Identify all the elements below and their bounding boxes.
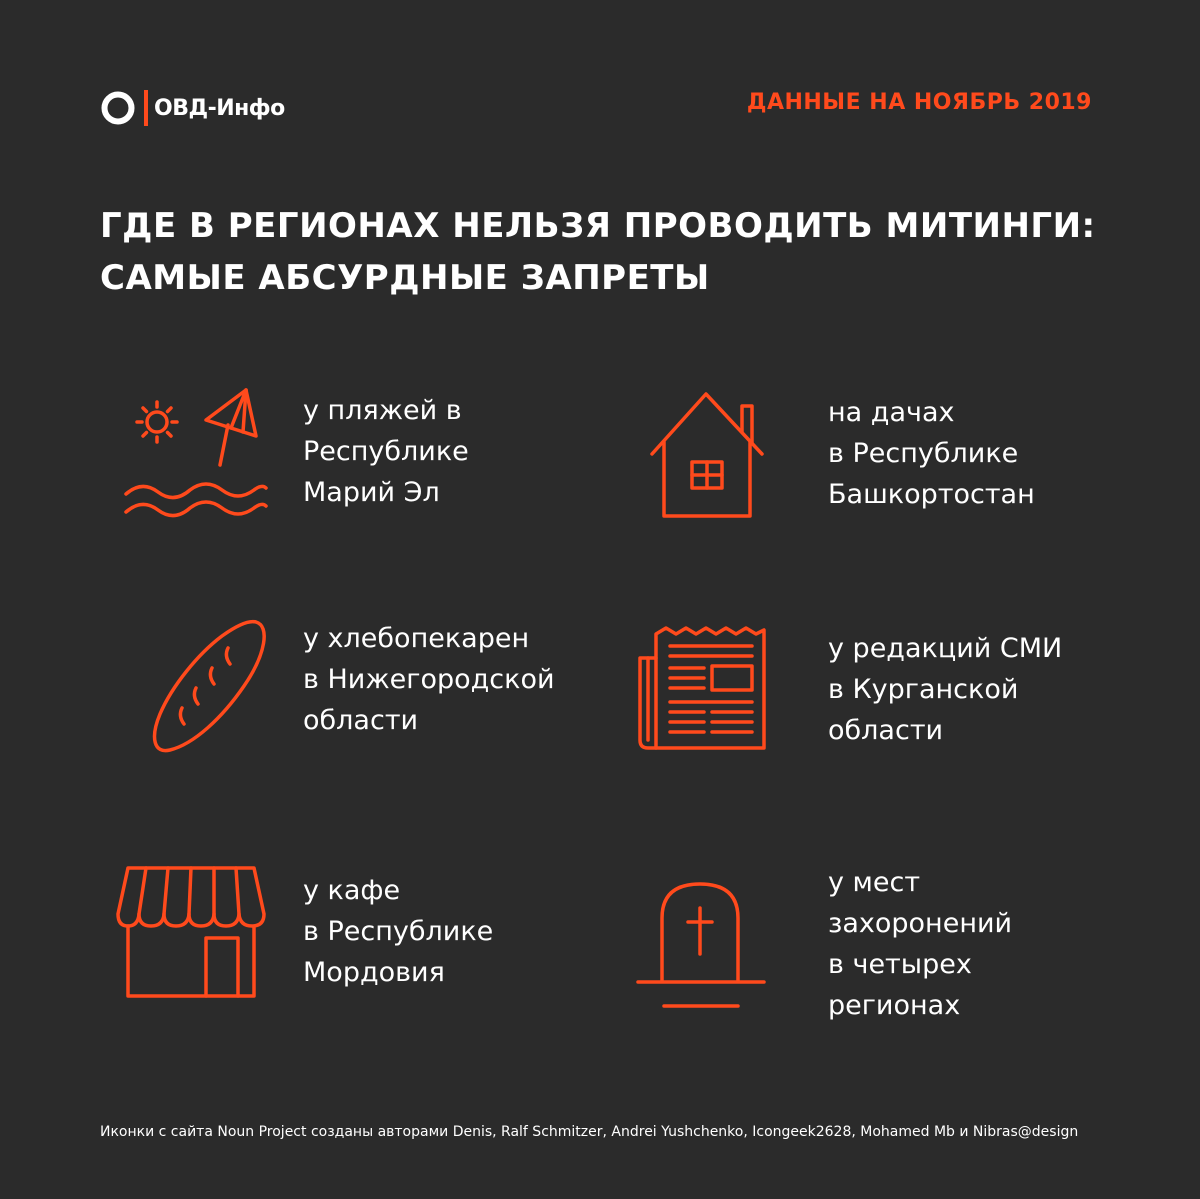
item-line: захоронений (828, 908, 1013, 939)
item-line: в четырех (828, 949, 972, 980)
logo-circle-icon (100, 90, 136, 126)
item-text-media-offices (828, 628, 1062, 751)
item-line: в Республике (828, 438, 1019, 469)
page-title-line: САМЫЕ АБСУРДНЫЕ ЗАПРЕТЫ (100, 258, 710, 298)
item-line: Мордовия (303, 957, 445, 988)
gravestone-icon (634, 878, 770, 1010)
item-text-burial-sites (828, 862, 1012, 1026)
cafe-icon (114, 864, 268, 1004)
logo-bar (144, 90, 148, 126)
ovd-info-logo (100, 88, 285, 128)
item-text-cafes (303, 870, 493, 993)
item-line: Башкортостан (828, 479, 1035, 510)
item-text-dachas (828, 392, 1035, 515)
item-line: на дачах (828, 397, 955, 428)
item-line: у кафе (303, 875, 401, 906)
item-line: Марий Эл (303, 477, 440, 508)
date-label: ДАННЫЕ НА НОЯБРЬ 2019 (746, 90, 1092, 115)
page-title-line: ГДЕ В РЕГИОНАХ НЕЛЬЗЯ ПРОВОДИТЬ МИТИНГИ: (100, 206, 1096, 246)
bread-icon (148, 614, 270, 754)
item-line: в Нижегородской (303, 664, 555, 695)
icon-credits: Иконки с сайта Noun Project созданы авторами Denis, Ralf Schmitzer, Andrei Yushchenko, Icongeek2628, Mohamed Mb и Nibras@design (100, 1124, 1079, 1140)
beach-icon (120, 380, 270, 520)
item-text-bakeries (303, 618, 555, 741)
item-line: в Республике (303, 916, 494, 947)
item-line: у пляжей в (303, 395, 462, 426)
item-line: у мест (828, 867, 921, 898)
house-icon (648, 386, 770, 522)
item-text-beaches (303, 390, 469, 513)
item-line: области (303, 705, 419, 736)
item-line: у хлебопекарен (303, 623, 530, 654)
item-line: в Курганской (828, 674, 1019, 705)
page-title (100, 200, 1120, 304)
newspaper-icon (634, 622, 770, 756)
item-line: у редакций СМИ (828, 633, 1063, 664)
item-line: области (828, 715, 944, 746)
logo-text: ОВД-Инфо (154, 95, 285, 121)
item-line: Республике (303, 436, 469, 467)
item-line: регионах (828, 990, 961, 1021)
